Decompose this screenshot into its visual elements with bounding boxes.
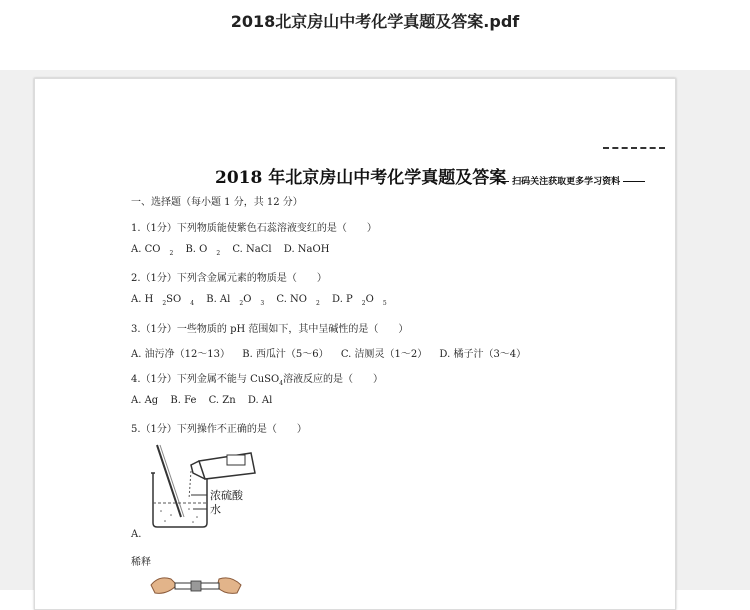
acid-label: 浓硫酸 [210, 489, 243, 502]
question-2: 2.（1分）下列含金属元素的物质是（ ） [131, 273, 327, 284]
caption-dilute: 稀释 [131, 557, 151, 568]
question-1-options [131, 244, 338, 257]
option-c: C. NaCl [232, 244, 272, 255]
option-a-label: A. [131, 529, 142, 540]
question-2-options [131, 294, 396, 307]
option-d: D. Al [247, 395, 273, 406]
question-4: 4.（1分）下列金属不能与 CuSO$_4$溶液反应的是（ ） [131, 374, 384, 387]
option-b: B. Al $_2$O $_3$ [206, 294, 265, 307]
option-a: A. H $_2$SO $_4$ [131, 294, 195, 307]
viewer-header [0, 0, 750, 70]
option-c: C. 洁厕灵（1～2） [340, 349, 428, 360]
option-a: A. CO $_2$ [131, 244, 174, 257]
option-b: B. Fe [170, 395, 197, 406]
question-5: 5.（1分）下列操作不正确的是（ ） [131, 424, 307, 435]
question-3: 3.（1分）一些物质的 pH 范围如下，其中呈碱性的是（ ） [131, 324, 409, 335]
option-d: D. NaOH [283, 244, 330, 255]
option-c: C. NO $_2$ [276, 294, 320, 307]
option-b: B. 西瓜汁（5～6） [242, 349, 329, 360]
file-title: 2018北京房山中考化学真题及答案.pdf [230, 12, 520, 31]
question-1: 1.（1分）下列物质能使紫色石蕊溶液变红的是（ ） [131, 223, 377, 234]
option-d: D. 橘子汁（3～4） [439, 349, 527, 360]
option-c: C. Zn [208, 395, 236, 406]
promo-line-left [497, 181, 509, 182]
promo-banner [497, 174, 665, 187]
document-title: 2018 年北京房山中考化学真题及答案 [215, 168, 507, 188]
option-a: A. Ag [131, 395, 159, 406]
water-label: 水 [210, 503, 221, 516]
option-d: D. P $_2$O $_5$ [332, 294, 387, 307]
hands-figure [147, 571, 247, 601]
option-a: A. 油污净（12～13） [131, 349, 231, 360]
pdf-page [34, 78, 676, 610]
promo-line-right [623, 181, 645, 182]
question-4-options [131, 395, 281, 406]
dilution-figure [131, 443, 281, 533]
option-b: B. O $_2$ [185, 244, 221, 257]
section-heading: 一、选择题（每小题 1 分，共 12 分） [131, 197, 303, 208]
header-mark [603, 147, 665, 153]
glass-rod [157, 445, 181, 517]
beaker [153, 473, 207, 527]
pdf-viewer[interactable] [0, 70, 750, 590]
question-3-options [131, 345, 535, 360]
promo-text: 扫码关注获取更多学习资料 [512, 177, 621, 187]
